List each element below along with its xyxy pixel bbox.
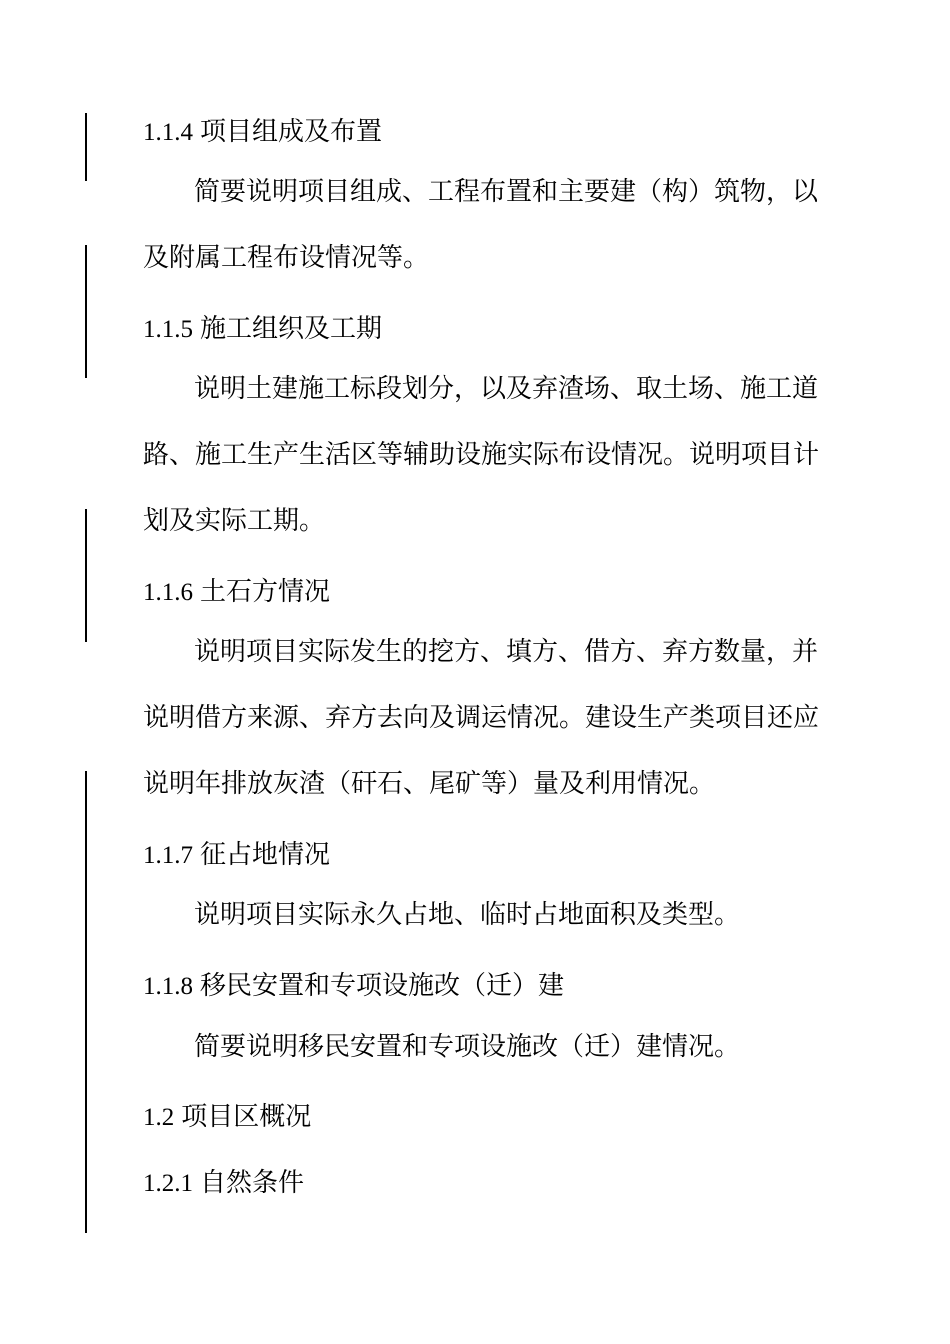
revision-bar [85, 509, 87, 642]
paragraph-line: 简要说明移民安置和专项设施改（迁）建情况。 [194, 1032, 741, 1062]
section-heading-1-1-4 [143, 115, 382, 150]
section-heading-1-1-8 [143, 969, 564, 1004]
heading-number: 1.1.4 [143, 119, 193, 146]
heading-number: 1.1.8 [143, 973, 193, 1000]
heading-text: 项目区概况 [181, 1102, 312, 1132]
heading-number: 1.1.6 [143, 579, 193, 606]
paragraph-line: 说明土建施工标段划分，以及弃渣场、取土场、施工道 [194, 374, 819, 404]
revision-bar [85, 771, 87, 1233]
heading-text: 施工组织及工期 [200, 314, 383, 344]
heading-text: 移民安置和专项设施改（迁）建 [200, 971, 565, 1001]
paragraph-line: 说明借方来源、弃方去向及调运情况。建设生产类项目还应 [143, 703, 820, 733]
paragraph-line: 划及实际工期。 [143, 506, 326, 536]
section-heading-1-2-1 [143, 1166, 304, 1201]
heading-text: 土石方情况 [200, 577, 331, 607]
paragraph-line: 说明项目实际发生的挖方、填方、借方、弃方数量，并 [194, 637, 819, 667]
paragraph-line: 说明年排放灰渣（矸石、尾矿等）量及利用情况。 [143, 769, 716, 799]
section-heading-1-1-7 [143, 838, 330, 873]
section-heading-1-1-5 [143, 312, 382, 347]
heading-text: 自然条件 [200, 1168, 305, 1198]
paragraph-line: 及附属工程布设情况等。 [143, 243, 430, 273]
revision-bar [85, 113, 87, 181]
heading-text: 征占地情况 [200, 840, 331, 870]
heading-text: 项目组成及布置 [200, 117, 383, 147]
heading-number: 1.2.1 [143, 1170, 193, 1197]
paragraph-line: 说明项目实际永久占地、临时占地面积及类型。 [194, 900, 741, 930]
section-heading-1-1-6 [143, 575, 330, 610]
heading-number: 1.1.7 [143, 842, 193, 869]
heading-number: 1.1.5 [143, 316, 193, 343]
revision-bar [85, 245, 87, 378]
section-heading-1-2 [143, 1100, 311, 1135]
heading-number: 1.2 [143, 1104, 175, 1131]
paragraph-line: 简要说明项目组成、工程布置和主要建（构）筑物，以 [194, 177, 819, 207]
paragraph-line: 路、施工生产生活区等辅助设施实际布设情况。说明项目计 [143, 440, 820, 470]
